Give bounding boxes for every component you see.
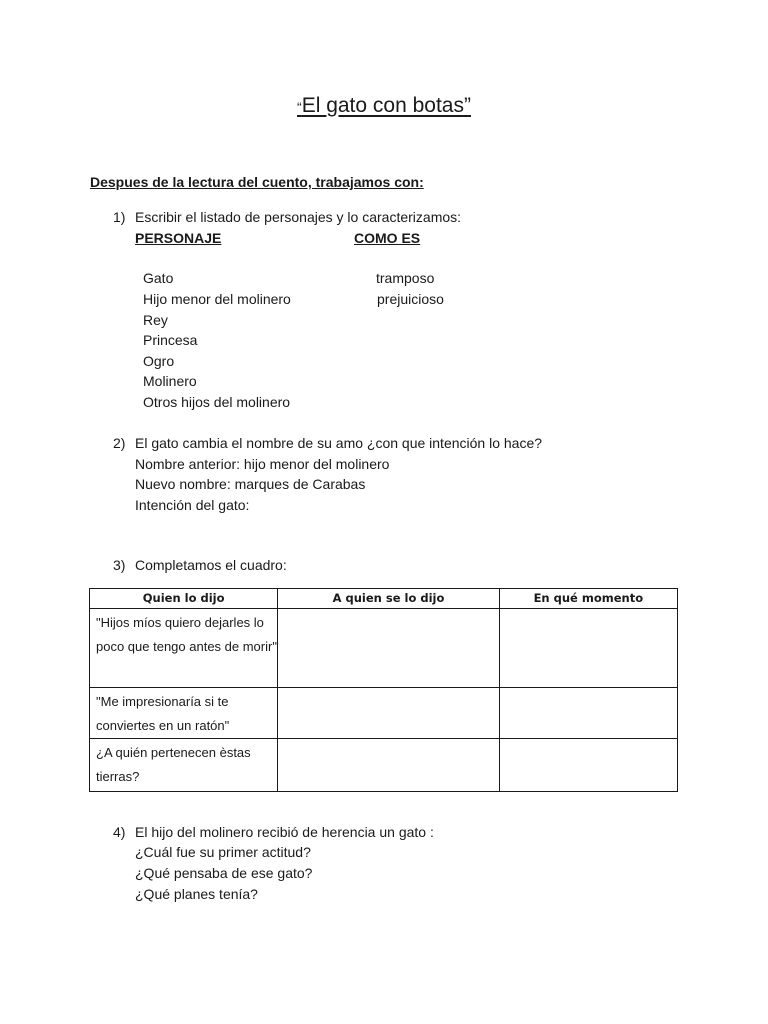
- question-3-text: Completamos el cuadro:: [135, 557, 287, 573]
- question-3: [113, 556, 287, 574]
- question-4: [113, 823, 434, 841]
- table-header-quien: Quien lo dijo: [90, 589, 278, 609]
- question-4-line: ¿Cuál fue su primer actitud?: [135, 844, 311, 860]
- question-1-number: 1): [113, 209, 126, 225]
- table-row: [90, 609, 678, 688]
- table-row: [90, 739, 678, 792]
- question-2-line: Nombre anterior: hijo menor del molinero: [135, 456, 390, 472]
- title-close-quote: ”: [463, 94, 471, 117]
- table-cell-a-quien[interactable]: [278, 688, 499, 739]
- table-cell-a-quien[interactable]: [278, 739, 499, 792]
- question-4-text: El hijo del molinero recibió de herencia un gato :: [135, 824, 434, 840]
- character-name: Ogro: [143, 353, 175, 369]
- character-name: Gato: [143, 270, 174, 286]
- table-cell-momento[interactable]: [499, 739, 677, 792]
- character-name: Princesa: [143, 332, 198, 348]
- table-cell-quien: [90, 688, 278, 739]
- table-cell-quien: [90, 609, 278, 688]
- table-cell-momento[interactable]: [499, 609, 677, 688]
- table-cell-quien-text: ¿A quién pertenecen èstas tierras?: [96, 745, 251, 784]
- question-4-number: 4): [113, 824, 126, 840]
- title-open-quote: “: [297, 99, 302, 115]
- table-header-a-quien: A quien se lo dijo: [278, 589, 499, 609]
- question-2-number: 2): [113, 435, 126, 451]
- question-2-line: Nuevo nombre: marques de Carabas: [135, 476, 366, 492]
- question-2-line: Intención del gato:: [135, 497, 250, 513]
- character-name: Otros hijos del molinero: [143, 394, 291, 410]
- title-text: El gato con botas: [301, 94, 464, 117]
- character-trait: prejuicioso: [377, 291, 444, 307]
- dialogue-table: [89, 588, 678, 792]
- question-4-line: ¿Qué pensaba de ese gato?: [135, 865, 313, 881]
- character-name: Molinero: [143, 373, 197, 389]
- document-title: [0, 94, 768, 118]
- question-3-number: 3): [113, 557, 126, 573]
- column-header-como-es: COMO ES: [354, 230, 421, 246]
- table-header-momento: En qué momento: [499, 589, 677, 609]
- table-cell-a-quien[interactable]: [278, 609, 499, 688]
- question-4-line: ¿Qué planes tenía?: [135, 886, 258, 902]
- column-header-personaje: PERSONAJE: [135, 230, 222, 246]
- question-1: [113, 208, 461, 226]
- table-cell-quien-text: "Hijos míos quiero dejarles lo poco que tengo antes de morir": [96, 615, 277, 654]
- question-1-text: Escribir el listado de personajes y lo caracterizamos:: [135, 209, 462, 225]
- character-name: Rey: [143, 312, 168, 328]
- question-2-text: El gato cambia el nombre de su amo ¿con que intención lo hace?: [135, 435, 543, 451]
- table-header-row: [90, 589, 678, 609]
- character-trait: tramposo: [376, 270, 435, 286]
- question-2: [113, 434, 542, 452]
- table-row: [90, 688, 678, 739]
- character-name: Hijo menor del molinero: [143, 291, 291, 307]
- table-cell-momento[interactable]: [499, 688, 677, 739]
- table-cell-quien: [90, 739, 278, 792]
- subheading: Despues de la lectura del cuento, trabajamos con:: [90, 174, 424, 190]
- table-cell-quien-text: "Me impresionaría si te conviertes en un ratón": [96, 694, 230, 733]
